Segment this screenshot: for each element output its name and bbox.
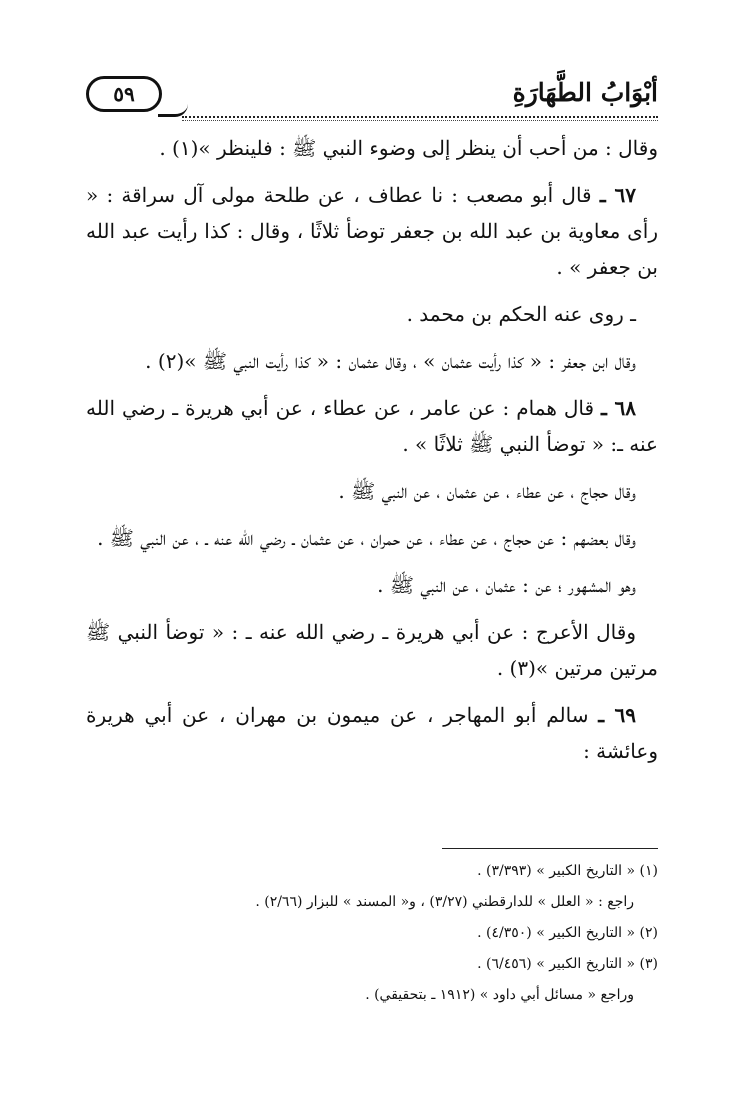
footnote-reference: راجع : « العلل » للدارقطني (٣/٢٧) ، و« المسند » للبزار (٢/٦٦) . xyxy=(255,894,634,910)
paragraph xyxy=(86,567,658,603)
paragraph xyxy=(86,296,658,332)
paragraph-text: قال أبو مصعب : نا عطاف ، عن طلحة مولى آل سراقة : « رأى معاوية بن عبد الله بن جعفر توضأ ثلاثًا ، وقال : كذا رأيت عبد الله بن جعفر » . xyxy=(86,183,659,279)
paragraph xyxy=(86,177,658,285)
page-number: ٥٩ xyxy=(113,82,135,106)
paragraph-text: وقال حجاج ، عن عطاء ، عن عثمان ، عن النبي ﷺ . xyxy=(338,479,636,503)
paragraph xyxy=(86,697,658,769)
chapter-title: أبْوَابُ الطَّهَارَةِ xyxy=(512,78,658,107)
page-number-badge xyxy=(86,76,162,112)
paragraph-text: وقال ابن جعفر : « كذا رأيت عثمان » ، وقال عثمان : « كذا رأيت النبي ﷺ »(٢) . xyxy=(145,349,636,373)
paragraph xyxy=(86,390,658,462)
paragraph xyxy=(86,343,658,379)
running-header xyxy=(86,70,658,122)
paragraph xyxy=(86,130,658,166)
paragraph-text: وقال بعضهم : عن حجاج ، عن عطاء ، عن حمران ، عن عثمان ـ رضي الله عنه ـ ، عن النبي ﷺ . xyxy=(97,526,636,550)
paragraph-text: ـ روى عنه الحكم بن محمد . xyxy=(406,302,636,326)
footnote-reference: وراجع « مسائل أبي داود » (١٩١٢ ـ بتحقيقي) . xyxy=(365,987,634,1003)
paragraph xyxy=(86,473,658,509)
paragraph xyxy=(86,614,658,686)
hadith-number: ٦٧ ـ xyxy=(599,183,637,207)
paragraph-text: وقال الأعرج : عن أبي هريرة ـ رضي الله عنه ـ : « توضأ النبي ﷺ مرتين مرتين »(٣) . xyxy=(86,620,658,680)
paragraph-text: وهو المشهور ؛ عن : عثمان ، عن النبي ﷺ . xyxy=(377,573,636,597)
header-dotted-rule-lower xyxy=(182,120,658,121)
paragraph-text: قال همام : عن عامر ، عن عطاء ، عن أبي هريرة ـ رضي الله عنه ـ: « توضأ النبي ﷺ ثلاثًا » . xyxy=(86,396,658,456)
hadith-number: ٦٨ ـ xyxy=(601,396,636,420)
footnotes xyxy=(86,856,658,1011)
header-dotted-rule xyxy=(182,116,658,118)
hadith-number: ٦٩ ـ xyxy=(598,703,636,727)
footnote-separator xyxy=(442,848,658,849)
footnote: (٣) « التاريخ الكبير » (٦/٤٥٦) . xyxy=(477,956,658,972)
footnote: (٢) « التاريخ الكبير » (٤/٣٥٠) . xyxy=(477,925,658,941)
paragraph xyxy=(86,520,658,556)
paragraph-text: وقال : من أحب أن ينظر إلى وضوء النبي ﷺ : فلينظر »(١) . xyxy=(159,136,658,160)
main-text xyxy=(86,130,658,780)
paragraph-text: سالم أبو المهاجر ، عن ميمون بن مهران ، عن أبي هريرة وعائشة : xyxy=(86,703,658,763)
footnote: (١) « التاريخ الكبير » (٣/٣٩٣) . xyxy=(477,863,658,879)
